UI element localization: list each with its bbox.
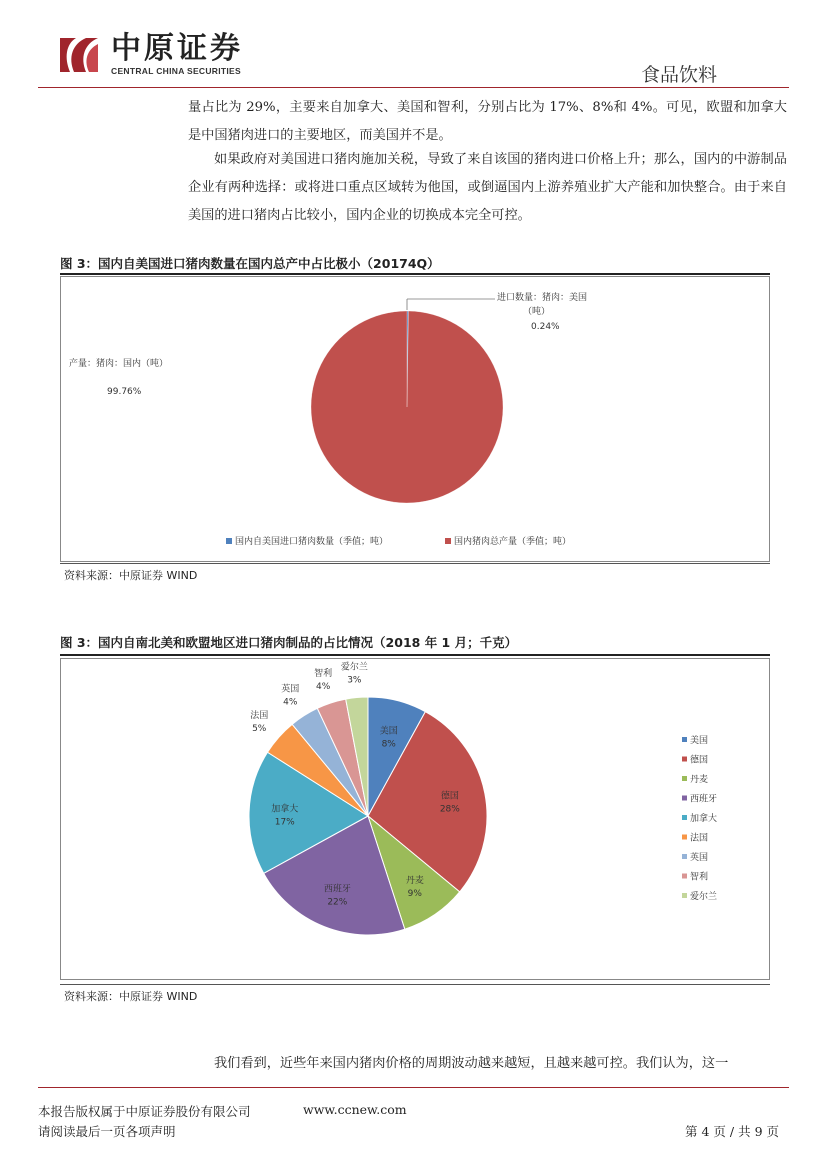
figure-2-title: 图 3：国内自南北美和欧盟地区进口猪肉制品的占比情况（2018 年 1 月；千克）: [60, 635, 518, 650]
legend-swatch-4: [682, 815, 687, 820]
pie-2-value-5: 5%: [252, 724, 267, 735]
pie-2-label-8: 爱尔兰: [340, 662, 368, 673]
label-domestic-pct: 99.76%: [107, 387, 142, 397]
legend-swatch-import: [226, 538, 232, 544]
paragraph-2: 如果政府对美国进口猪肉施加关税，导致了来自该国的猪肉进口价格上升；那么，国内的中游制品企业有两种选择：或将进口重点区域转为他国，或倒逼国内上游养殖业扩大产能和加快整合。由于来自美国的进口猪肉占比较小，国内企业的切换成本完全可控。: [188, 152, 787, 223]
pie-2-slices: [249, 697, 487, 935]
legend-swatch-1: [682, 757, 687, 762]
legend-label-4: 加拿大: [690, 814, 718, 824]
legend-domestic: 国内猪肉总产量（季值；吨）: [454, 537, 572, 547]
label-import-unit: （吨）: [523, 307, 551, 317]
figure-1-title: 图 3：国内自美国进口猪肉数量在国内总产中占比极小（20174Q）: [60, 256, 440, 271]
legend-label-0: 美国: [690, 736, 709, 746]
pie-2-value-3: 22%: [327, 897, 348, 908]
legend-swatch-6: [682, 854, 687, 859]
legend-label-3: 西班牙: [690, 794, 718, 805]
pie-2-value-6: 4%: [283, 697, 298, 708]
company-logo: [56, 32, 102, 76]
label-import-pct: 0.24%: [531, 322, 560, 332]
pie-2-label-0: 美国: [379, 726, 398, 737]
figure-2-rule: [60, 654, 770, 656]
figure-2-source: 资料来源：中原证券 WIND: [64, 990, 198, 1003]
figure-1-chart: [60, 276, 770, 562]
pie-2-value-1: 28%: [439, 804, 460, 815]
legend-label-6: 英国: [690, 853, 709, 863]
brand-name-en: CENTRAL CHINA SECURITIES: [111, 66, 241, 76]
figure-1-rule: [60, 273, 770, 275]
pie-2-label-1: 德国: [440, 791, 459, 802]
paragraph-1: 量占比为 29%，主要来自加拿大、美国和智利，分别占比为 17%、8%和 4%。可见，欧盟和加拿大是中国猪肉进口的主要地区，而美国并不是。: [188, 100, 787, 143]
pie-2-legend: [682, 734, 717, 902]
legend-swatch-8: [682, 893, 687, 898]
legend-swatch-5: [682, 835, 687, 840]
label-import: 进口数量：猪肉：美国: [497, 293, 588, 303]
legend-swatch-domestic: [445, 538, 451, 544]
footer-rule: [38, 1087, 789, 1088]
pie-chart-2: [61, 659, 769, 979]
label-domestic: 产量：猪肉：国内（吨）: [69, 359, 169, 369]
legend-swatch-2: [682, 776, 687, 781]
legend-label-1: 德国: [690, 755, 709, 766]
legend-swatch-0: [682, 737, 687, 742]
header-rule: [38, 87, 789, 88]
pie-2-value-0: 8%: [381, 739, 396, 750]
figure-1-source-rule: [60, 563, 770, 564]
pie-2-value-4: 17%: [274, 817, 295, 828]
figure-1-source: 资料来源：中原证券 WIND: [64, 569, 198, 582]
legend-label-2: 丹麦: [690, 775, 709, 785]
pie-2-label-7: 智利: [314, 669, 333, 680]
legend-swatch-3: [682, 796, 687, 801]
pie-1-slice-1: [311, 311, 503, 503]
pie-2-value-7: 4%: [316, 682, 331, 693]
footer-disclaimer: 请阅读最后一页各项声明: [38, 1124, 176, 1139]
section-title: 食品饮料: [640, 64, 717, 86]
legend-label-8: 爱尔兰: [690, 892, 718, 902]
pie-chart-1: [61, 277, 769, 561]
pie-2-label-5: 法国: [250, 711, 269, 722]
legend-swatch-7: [682, 874, 687, 879]
pie-2-label-2: 丹麦: [405, 875, 424, 886]
footer-copyright: 本报告版权属于中原证券股份有限公司: [38, 1104, 251, 1119]
pie-2-label-4: 加拿大: [271, 804, 299, 815]
footer-url[interactable]: www.ccnew.com: [303, 1102, 407, 1117]
pie-2-value-2: 9%: [407, 888, 422, 899]
figure-2-chart: [60, 658, 770, 980]
brand-name-cn: 中原证券: [111, 31, 243, 66]
pie-2-value-8: 3%: [347, 675, 362, 686]
pie-2-label-3: 西班牙: [323, 884, 351, 895]
legend-label-5: 法国: [690, 833, 709, 844]
paragraph-3: 我们看到，近些年来国内猪肉价格的周期波动越来越短，且越来越可控。我们认为，这一: [214, 1056, 729, 1071]
pie-1-slices: [311, 311, 503, 503]
pie-2-label-6: 英国: [281, 684, 300, 695]
legend-label-7: 智利: [690, 872, 709, 883]
footer-page-number: 第 4 页 / 共 9 页: [685, 1124, 779, 1139]
figure-2-source-rule: [60, 984, 770, 985]
legend-import: 国内自美国进口猪肉数量（季值；吨）: [235, 537, 389, 547]
